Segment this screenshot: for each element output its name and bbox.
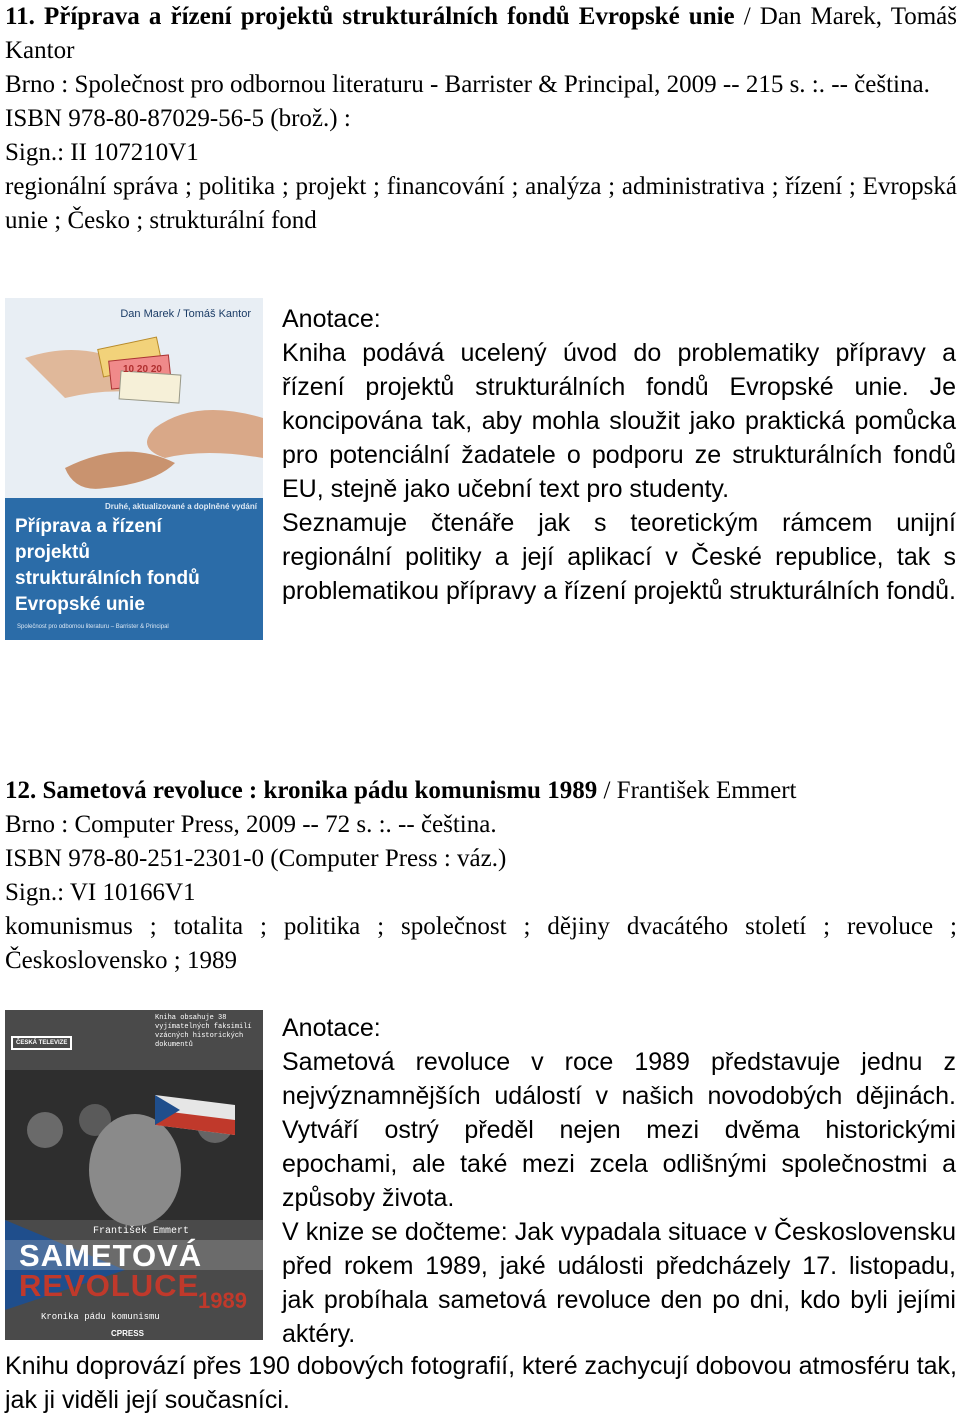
cover-publisher: CPRESS <box>111 1329 144 1338</box>
entry-authors: / František Emmert <box>597 777 797 804</box>
note-label: 10 <box>123 364 135 375</box>
note-label: 20 <box>136 364 149 375</box>
cover-year: 1989 <box>198 1288 247 1313</box>
entry-authors: / Dan Marek, Tomáš Kantor <box>5 3 957 64</box>
annotation-paragraph: Sametová revoluce v roce 1989 představuje jednu z nejvýznamnějších událostí v našich novodobých dějinách. Vytváří ostrý předěl nejen mezi dvěma historickými epochami, ale také mezi zcela odlišnými společnostmi a způsoby života. <box>282 1048 956 1212</box>
annotation-paragraph: Knihu doprovází přes 190 dobových fotografií, které zachycují dobovou atmosféru tak, jak ji viděli její současníci. <box>5 1352 957 1414</box>
entry-12 <box>5 774 957 978</box>
entry-title: Příprava a řízení projektů strukturálních fondů Evropské unie <box>43 3 735 30</box>
note-label: 20 <box>150 364 162 375</box>
cover-title-line: Evropské unie <box>15 594 145 615</box>
entry-title-line <box>5 774 957 808</box>
entry-keywords: komunismus ; totalita ; politika ; společnost ; dějiny dvacátého století ; revoluce ; Československo ; 1989 <box>5 913 957 974</box>
cover-subtitle: Kronika pádu komunismu <box>41 1312 160 1322</box>
entry-isbn: ISBN 978-80-87029-56-5 (brož.) : <box>5 105 351 132</box>
entry-publication: Brno : Computer Press, 2009 -- 72 s. :. -- čeština. <box>5 811 497 838</box>
entry-number: 12. <box>5 777 37 804</box>
annotation-12-tail <box>5 1349 957 1417</box>
annotation-paragraph: Kniha podává ucelený úvod do problematiky přípravy a řízení projektů strukturálních fondů Evropské unie. Je koncipována tak, aby mohla sloužit jako praktická pomůcka pro potenciální žadatele o podporu ze strukturálních fondů EU, stejně jako učební text pro studenty. <box>282 339 956 503</box>
cover-title-line: strukturálních fondů <box>15 568 200 589</box>
book-cover-11 <box>5 298 263 640</box>
hands-money-illustration <box>5 298 263 498</box>
annotation-11 <box>282 302 956 608</box>
annotation-label: Anotace: <box>282 305 381 333</box>
entry-publication: Brno : Společnost pro odbornou literaturu - Barrister & Principal, 2009 -- 215 s. :. -- čeština. <box>5 71 930 98</box>
entry-title: Sametová revoluce : kronika pádu komunismu 1989 <box>42 777 598 804</box>
cover-title-line: projektů <box>15 542 90 563</box>
entry-isbn: ISBN 978-80-251-2301-0 (Computer Press : váz.) <box>5 845 507 872</box>
entry-signature: Sign.: VI 10166V1 <box>5 879 196 906</box>
cover-blurb: Kniha obsahuje 38 vyjímatelných faksimilí vzácných historických dokumentů <box>155 1014 252 1049</box>
cover-publisher: Společnost pro odbornou literaturu – Barrister & Principal <box>17 624 169 630</box>
entry-title-line <box>5 0 957 68</box>
cover-title <box>15 514 200 618</box>
cover-edition: Druhé, aktualizované a doplněné vydání <box>104 502 257 511</box>
entry-signature: Sign.: II 107210V1 <box>5 139 199 166</box>
ceska-televize-logo: ČESKÁ TELEVIZE <box>11 1036 72 1050</box>
cover-title-2: REVOLUCE <box>19 1268 200 1303</box>
cover-authors: Dan Marek / Tomáš Kantor <box>120 308 251 320</box>
annotation-paragraph: V knize se dočteme: Jak vypadala situace v Československu před rokem 1989, jaké události předcházely 17. listopadu, jak probíhala sametová revoluce den po dni, kdo byli jejími aktéry. <box>282 1218 956 1348</box>
entry-11 <box>5 0 957 238</box>
annotation-label: Anotace: <box>282 1014 381 1042</box>
entry-number: 11. <box>5 3 35 30</box>
cover-author: František Emmert <box>93 1226 190 1237</box>
annotation-12 <box>282 1011 956 1351</box>
entry-keywords: regionální správa ; politika ; projekt ; financování ; analýza ; administrativa ; řízení ; Evropská unie ; Česko ; strukturální fond <box>5 173 957 234</box>
cover-title-line: Příprava a řízení <box>15 516 162 537</box>
book-cover-12 <box>5 1010 263 1340</box>
annotation-paragraph: Seznamuje čtenáře jak s teoretickým rámcem unijní regionální politiky a její aplikací v České republice, tak s problematikou přípravy a řízení projektů strukturálních fondů. <box>282 509 956 605</box>
cover-photo <box>5 298 263 498</box>
cover-title-1: SAMETOVÁ <box>19 1238 203 1273</box>
